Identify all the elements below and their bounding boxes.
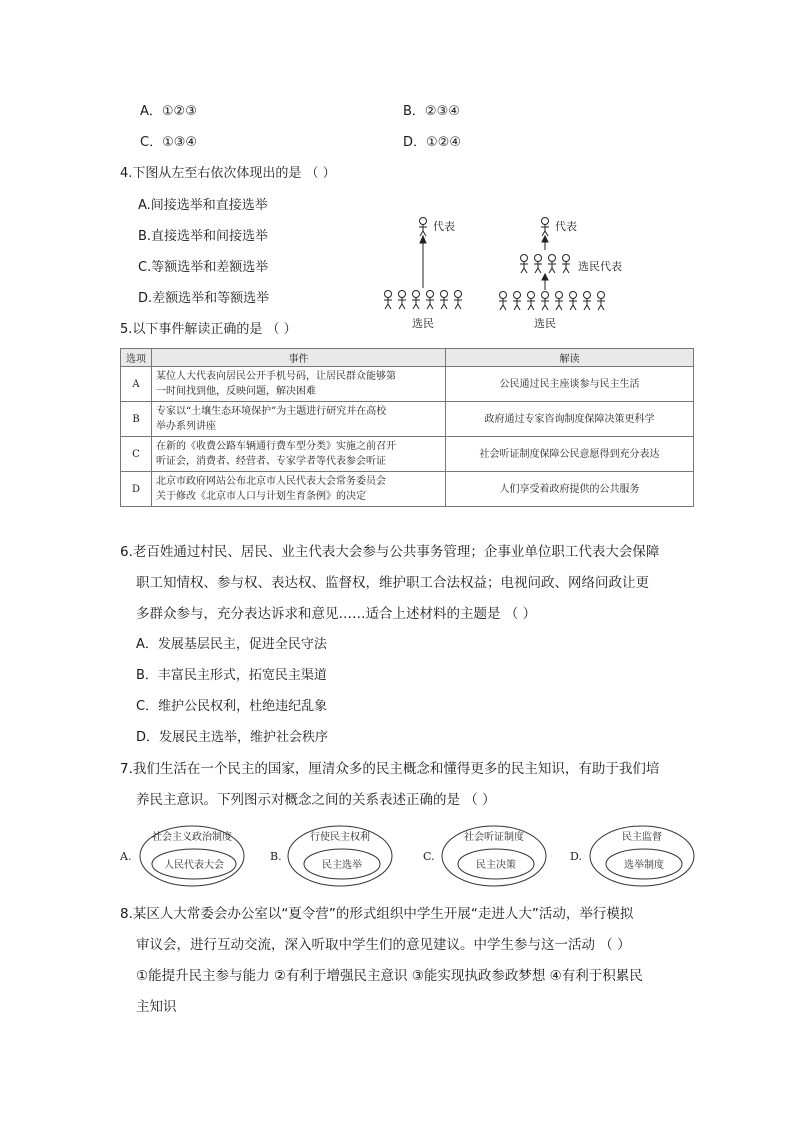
q8-stem-line-3: ①能提升民主参与能力 ②有利于增强民主意识 ③能实现执政参政梦想 ④有利于积累民 — [136, 968, 643, 984]
q3-option-d — [403, 135, 461, 151]
q5-stem: 5.以下事件解读正确的是 （ ） — [120, 322, 297, 337]
right-representative-figure — [541, 218, 549, 237]
row-event-line: 听证会，消费者、经营者、专家学者等代表参会听证 — [156, 456, 386, 467]
q3-option-c-letter: C． — [140, 135, 163, 150]
q8-stem-line-2: 审议会，进行互动交流，深入听取中学生们的意见建议。中学生参与这一活动 （ ） — [136, 937, 631, 953]
right-voter-representatives-figures — [520, 255, 570, 274]
q4-stem: 4.下图从左至右依次体现出的是 （ ） — [120, 166, 336, 181]
q3-option-a — [140, 104, 197, 120]
q3-option-d-letter: D． — [403, 135, 427, 150]
q4-option-a: A.间接选举和直接选举 — [138, 198, 268, 213]
row-reading: 公民通过民主座谈参与民主生活 — [446, 367, 694, 402]
diagram-b-outer-label: 行使民主权利 — [310, 832, 370, 843]
row-option: B — [121, 402, 152, 437]
row-event — [152, 402, 446, 437]
q3-option-c-text: ①③④ — [162, 135, 198, 150]
row-event-line: 关于修改《北京市人口与计划生育条例》的决定 — [156, 491, 366, 502]
diagram-d-outer-label: 民主监督 — [622, 832, 662, 843]
right-voters-figures — [499, 292, 605, 311]
row-reading: 人们享受着政府提供的公共服务 — [446, 472, 694, 507]
row-reading: 社会听证制度保障公民意愿得到充分表达 — [446, 437, 694, 472]
row-reading: 政府通过专家咨询制度保障决策更科学 — [446, 402, 694, 437]
q7-stem-line-2: 养民主意识。下列图示对概念之间的关系表述正确的是 （ ） — [136, 792, 496, 808]
row-event — [152, 367, 446, 402]
row-option: D — [121, 472, 152, 507]
diagram-b-letter: B. — [270, 850, 282, 863]
header-reading: 解读 — [446, 349, 694, 367]
q6-option-a: A．发展基层民主，促进全民守法 — [136, 637, 327, 652]
row-event — [152, 437, 446, 472]
q4-option-b: B.直接选举和间接选举 — [138, 229, 269, 244]
row-event-line: 某位人大代表向居民公开手机号码，让居民群众能够第 — [156, 371, 396, 382]
q8-stem-line-1: 8.某区人大常委会办公室以“夏令营”的形式组织中学生开展“走进人大”活动，举行模拟 — [120, 906, 634, 922]
events-table — [120, 348, 694, 507]
q6-stem-line-3: 多群众参与，充分表达诉求和意见……适合上述材料的主题是 （ ） — [136, 606, 537, 622]
election-diagram — [375, 210, 635, 340]
q6-stem-line-2: 职工知情权、参与权、表达权、监督权，维护职工合法权益；电视问政、网络问政让更 — [136, 575, 649, 591]
row-event-line: 举办系列讲座 — [156, 421, 216, 432]
table-row — [121, 472, 694, 507]
diagram-d-inner-label: 选举制度 — [624, 860, 664, 871]
diagram-a-letter: A. — [120, 850, 132, 863]
q7-stem-line-1: 7.我们生活在一个民主的国家，厘清众多的民主概念和懂得更多的民主知识，有助于我们培 — [120, 761, 660, 777]
row-event — [152, 472, 446, 507]
diagram-b-inner-label: 民主选举 — [322, 860, 362, 871]
row-option: A — [121, 367, 152, 402]
table-row — [121, 437, 694, 472]
q4-option-d: D.差额选举和等额选举 — [138, 291, 270, 306]
q8-stem-line-4: 主知识 — [136, 999, 177, 1015]
row-option: C — [121, 437, 152, 472]
q3-option-b — [403, 104, 460, 120]
q3-option-b-letter: B． — [403, 104, 425, 119]
q6-stem-line-1: 6.老百姓通过村民、居民、业主代表大会参与公共事务管理；企事业单位职工代表大会保障 — [120, 544, 660, 560]
diagram-c-outer-label: 社会听证制度 — [464, 832, 524, 843]
q4-option-c: C.等额选举和差额选举 — [138, 260, 269, 275]
left-voters-figures — [384, 291, 462, 310]
diagram-a-outer-label: 社会主义政治制度 — [152, 832, 232, 843]
header-option: 选项 — [121, 349, 152, 367]
right-voter-reps-label: 选民代表 — [578, 260, 622, 273]
table-row — [121, 402, 694, 437]
row-event-line: 一时间找到他，反映问题，解决困难 — [156, 386, 316, 397]
q3-option-c — [140, 135, 197, 151]
right-representative-label: 代表 — [555, 220, 577, 233]
diagram-c-inner-label: 民主决策 — [476, 860, 516, 871]
q3-option-b-text: ②③④ — [424, 104, 460, 119]
diagram-d-letter: D. — [570, 850, 582, 863]
q6-option-d: D．发展民主选举，维护社会秩序 — [136, 730, 329, 745]
q6-option-b: B．丰富民主形式，拓宽民主渠道 — [136, 668, 327, 683]
left-representative-label: 代表 — [433, 220, 455, 233]
table-header-row — [121, 349, 694, 367]
row-event-line: 北京市政府网站公布北京市人民代表大会常务委员会 — [156, 476, 386, 487]
diagram-c-letter: C. — [423, 850, 435, 863]
left-representative-figure — [419, 218, 427, 237]
q6-option-c: C．维护公民权利，杜绝违纪乱象 — [136, 699, 328, 714]
diagram-a-inner-label: 人民代表大会 — [164, 860, 224, 871]
row-event-line: 在新的《收费公路车辆通行费车型分类》实施之前召开 — [156, 441, 396, 452]
q3-option-a-text: ①②③ — [161, 104, 197, 119]
row-event-line: 专家以“土壤生态环境保护”为主题进行研究并在高校 — [156, 406, 387, 417]
right-voters-label: 选民 — [534, 317, 556, 330]
q3-option-a-letter: A． — [140, 104, 162, 119]
left-voters-label: 选民 — [412, 317, 434, 330]
table-row — [121, 367, 694, 402]
concept-diagrams — [118, 822, 698, 892]
q3-option-d-text: ①②④ — [426, 135, 461, 150]
header-event: 事件 — [152, 349, 446, 367]
